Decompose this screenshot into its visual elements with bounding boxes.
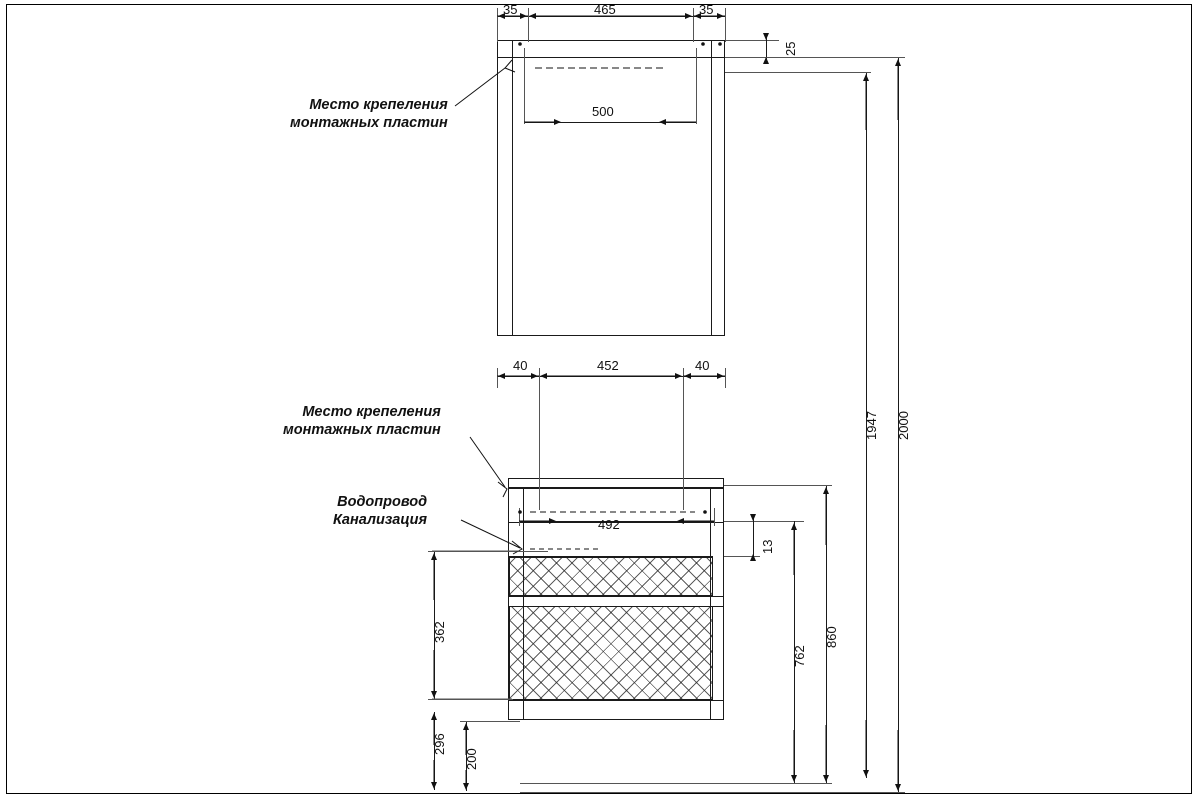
mirror-left-inner-edge xyxy=(512,40,513,336)
dim-top-35-left: 35 xyxy=(503,2,518,17)
dim-top-465: 465 xyxy=(594,2,616,17)
dim-860-ext-top xyxy=(724,485,832,486)
callout-plumbing-line1: Водопровод xyxy=(337,494,428,510)
dim-492-ext-right xyxy=(714,508,715,526)
mirror-right-inner-edge xyxy=(711,40,712,336)
mid-dim-line xyxy=(497,376,725,377)
dim-mid-452: 452 xyxy=(597,358,619,373)
dim-mid-40-left: 40 xyxy=(513,358,528,373)
dim-860: 860 xyxy=(824,626,839,648)
dim-200: 200 xyxy=(464,748,479,770)
dim-362: 362 xyxy=(432,621,447,643)
dim-13-ext-top xyxy=(724,521,804,522)
dim-2000-ext-top xyxy=(725,57,905,58)
dim-500: 500 xyxy=(592,104,614,119)
callout-top-line2: монтажных пластин xyxy=(290,115,448,132)
mid-ext-right xyxy=(725,368,726,388)
mid-ext-left xyxy=(497,368,498,388)
callout-mount-plates-top xyxy=(290,96,448,132)
callout-top-line1: Место крепеления xyxy=(309,97,448,113)
top-ext-a xyxy=(528,8,529,42)
dim-860-ext-bottom xyxy=(520,783,832,784)
dim-200-ext-top xyxy=(460,721,520,722)
dim-1947: 1947 xyxy=(864,411,879,440)
dim-362-ext-top xyxy=(428,551,548,552)
dim-13: 13 xyxy=(760,539,775,554)
mid-ext-a xyxy=(539,368,540,510)
vanity-drawer-lower-hatch xyxy=(509,606,713,700)
dim-25-line xyxy=(766,34,767,64)
dim-500-line xyxy=(524,122,696,123)
dim-492-ext-left xyxy=(519,508,520,526)
top-ext-left xyxy=(497,8,498,42)
dim-2000: 2000 xyxy=(896,411,911,440)
top-ext-right xyxy=(725,8,726,42)
vanity-countertop xyxy=(508,478,724,488)
dim-500-ext-left xyxy=(524,48,525,124)
dim-top-35-right: 35 xyxy=(699,2,714,17)
callout-mount-plates-bottom xyxy=(283,403,441,439)
callout-bottom-line1: Место крепеления xyxy=(302,404,441,420)
dim-762: 762 xyxy=(792,645,807,667)
dim-13-ext-bottom xyxy=(724,556,760,557)
dim-13-line xyxy=(753,515,754,561)
vanity-drawer-upper-hatch xyxy=(509,557,713,596)
dim-25-ext-top xyxy=(725,40,779,41)
top-ext-b xyxy=(693,8,694,42)
dim-500-ext-right xyxy=(696,48,697,124)
mid-ext-b xyxy=(683,368,684,510)
dim-2000-ext-bottom xyxy=(520,792,905,793)
dim-25: 25 xyxy=(783,41,798,56)
dim-mid-40-right: 40 xyxy=(695,358,710,373)
dim-1947-ext-top xyxy=(725,72,871,73)
dim-362-ext-bottom xyxy=(428,699,513,700)
vanity-sink-front-line xyxy=(509,556,713,557)
mirror-top-panel-line xyxy=(497,57,725,58)
callout-bottom-line2: монтажных пластин xyxy=(283,422,441,439)
mirror-cabinet-body xyxy=(497,40,725,336)
callout-plumbing-line2: Канализация xyxy=(333,512,428,529)
dim-492: 492 xyxy=(598,517,620,532)
dim-296: 296 xyxy=(432,733,447,755)
callout-plumbing xyxy=(333,493,427,529)
vanity-bottom-inner-line xyxy=(508,700,724,701)
vanity-drawer-mid-line xyxy=(508,596,724,597)
